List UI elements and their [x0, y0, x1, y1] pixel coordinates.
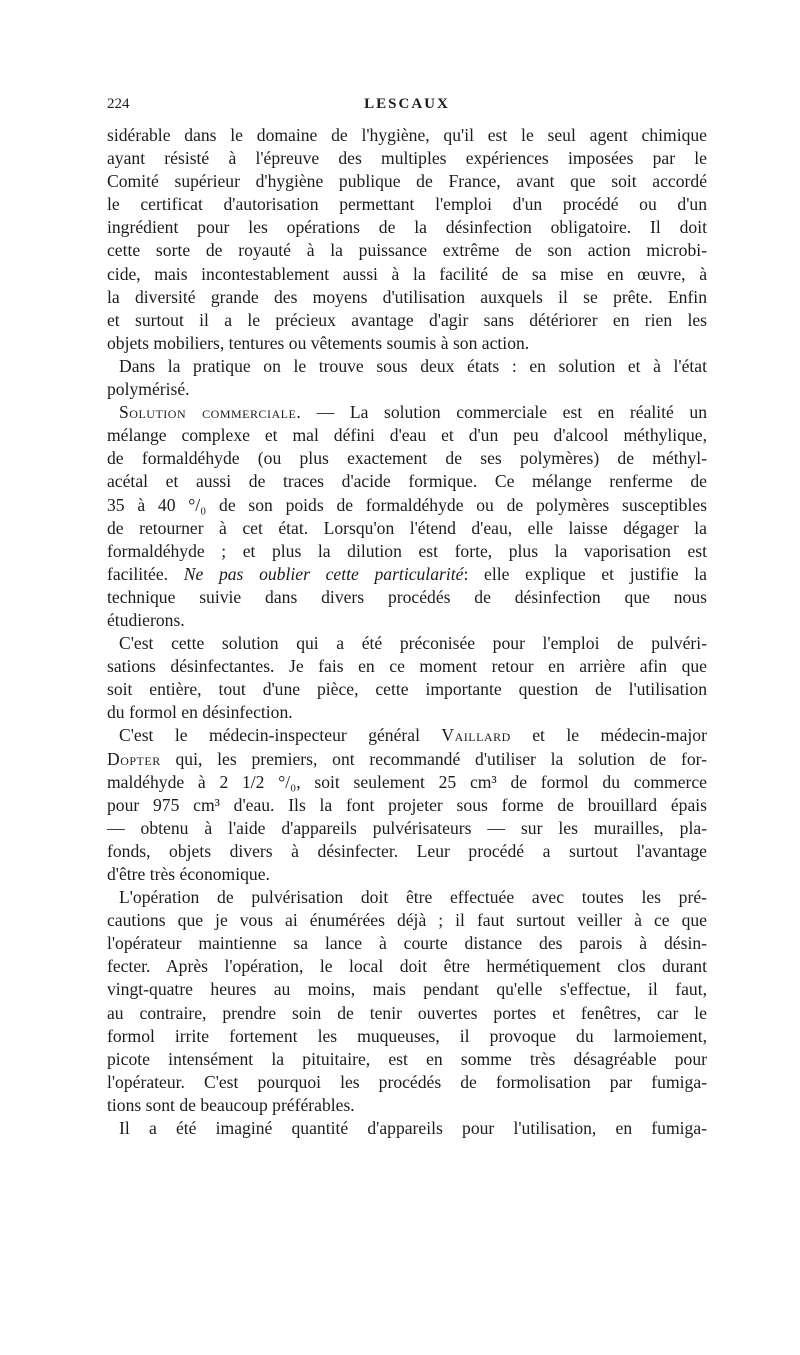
author-name: Dopter [107, 748, 161, 769]
text-line: mélange complexe et mal défini d'eau et d'un peu d'alcool méthylique, [107, 425, 707, 446]
text-line: et surtout il a le précieux avantage d'agir sans détériorer en rien les [107, 309, 707, 330]
text-line [107, 724, 707, 747]
text-line: Dans la pratique on le trouve sous deux états : en solution et à l'état [119, 355, 707, 376]
text-line: cette sorte de royauté à la puissance extrême de son action microbi- [107, 240, 707, 261]
section-heading: Solution commerciale. [119, 402, 302, 423]
author-name: Vaillard [441, 725, 511, 746]
text-line: l'opérateur. C'est pourquoi les procédés de formolisation par fumiga- [107, 1071, 707, 1092]
text-line: fonds, objets divers à désinfecter. Leur procédé a surtout l'avantage [107, 840, 707, 861]
text-line: la diversité grande des moyens d'utilisation auxquels il se prête. Enfin [107, 286, 707, 307]
text-line: sidérable dans le domaine de l'hygiène, qu'il est le seul agent chimique [107, 125, 707, 145]
text-line: picote intensément la pituitaire, est en somme très désagréable pour [107, 1048, 707, 1069]
text-line: cide, mais incontestablement aussi à la facilité de sa mise en œuvre, à [107, 263, 707, 284]
text-fragment: qui, les premiers, ont recommandé d'utiliser la solution de for- [160, 748, 707, 769]
running-head: LESCAUX [364, 96, 450, 112]
text-line: pour 975 cm³ d'eau. Ils la font projeter sous forme de brouillard épais [107, 794, 707, 815]
text-line: 35 à 40 °/₀ de son poids de formaldéhyde ou de polymères susceptibles [107, 494, 707, 515]
italic-phrase: Ne pas oublier cette particularité [183, 563, 464, 584]
text-line: maldéhyde à 2 1/2 °/₀, soit seulement 25 cm³ de formol du commerce [107, 771, 707, 792]
text-line: formol irrite fortement les muqueuses, il provoque du larmoiement, [107, 1025, 707, 1046]
text-fragment: facilitée. [107, 563, 169, 584]
text-line: L'opération de pulvérisation doit être effectuée avec toutes les pré- [119, 887, 707, 908]
text-fragment: C'est le médecin-inspecteur général [119, 725, 420, 746]
text-line: le certificat d'autorisation permettant l'emploi d'un procédé ou d'un [107, 194, 707, 215]
text-line: du formol en désinfection. [107, 702, 293, 723]
text-line: objets mobiliers, tentures ou vêtements soumis à son action. [107, 332, 530, 353]
text-line: de retourner à cet état. Lorsqu'on l'étend d'eau, elle laisse dégager la [107, 517, 707, 538]
text-line: au contraire, prendre soin de tenir ouvertes portes et fenêtres, car le [107, 1002, 707, 1023]
text-line: tions sont de beaucoup préférables. [107, 1094, 355, 1115]
text-line [107, 748, 707, 771]
text-line: Comité supérieur d'hygiène publique de France, avant que soit accordé [107, 171, 707, 192]
text-line: vingt-quatre heures au moins, mais pendant qu'elle s'effectue, il faut, [107, 979, 707, 1000]
text-line: Il a été imaginé quantité d'appareils pour l'utilisation, en fumiga- [119, 1118, 707, 1139]
page-body [107, 124, 707, 1140]
text-fragment: — La solution commerciale est en réalité un [316, 402, 707, 423]
text-line: polymérisé. [107, 379, 190, 400]
text-line: fecter. Après l'opération, le local doit être hermétiquement clos durant [107, 956, 707, 977]
text-line: ayant résisté à l'épreuve des multiples expériences imposées par le [107, 148, 707, 169]
text-line: acétal et aussi de traces d'acide formique. Ce mélange renferme de [107, 471, 707, 492]
text-line: ingrédient pour les opérations de la désinfection obligatoire. Il doit [107, 217, 707, 238]
text-line: — obtenu à l'aide d'appareils pulvérisateurs — sur les murailles, pla- [107, 817, 707, 838]
text-line: étudierons. [107, 609, 185, 630]
page-number: 224 [107, 96, 130, 112]
page-header [107, 96, 707, 122]
text-line: cautions que je vous ai énumérées déjà ; il faut surtout veiller à ce que [107, 910, 707, 931]
text-line: soit entière, tout d'une pièce, cette importante question de l'utilisation [107, 679, 707, 700]
text-line: d'être très économique. [107, 864, 270, 884]
text-line [107, 563, 707, 586]
text-line [107, 401, 707, 424]
text-line: de formaldéhyde (ou plus exactement de ses polymères) de méthyl- [107, 448, 707, 469]
text-line: formaldéhyde ; et plus la dilution est forte, plus la vaporisation est [107, 540, 707, 561]
text-line: sations désinfectantes. Je fais en ce moment retour en arrière afin que [107, 656, 707, 677]
text-fragment: et le médecin-major [510, 725, 707, 746]
text-line: C'est cette solution qui a été préconisée pour l'emploi de pulvéri- [119, 633, 707, 654]
text-line: technique suivie dans divers procédés de désinfection que nous [107, 586, 707, 607]
text-fragment: : elle explique et justifie la [463, 563, 707, 584]
text-line: l'opérateur maintienne sa lance à courte distance des parois à désin- [107, 933, 707, 954]
